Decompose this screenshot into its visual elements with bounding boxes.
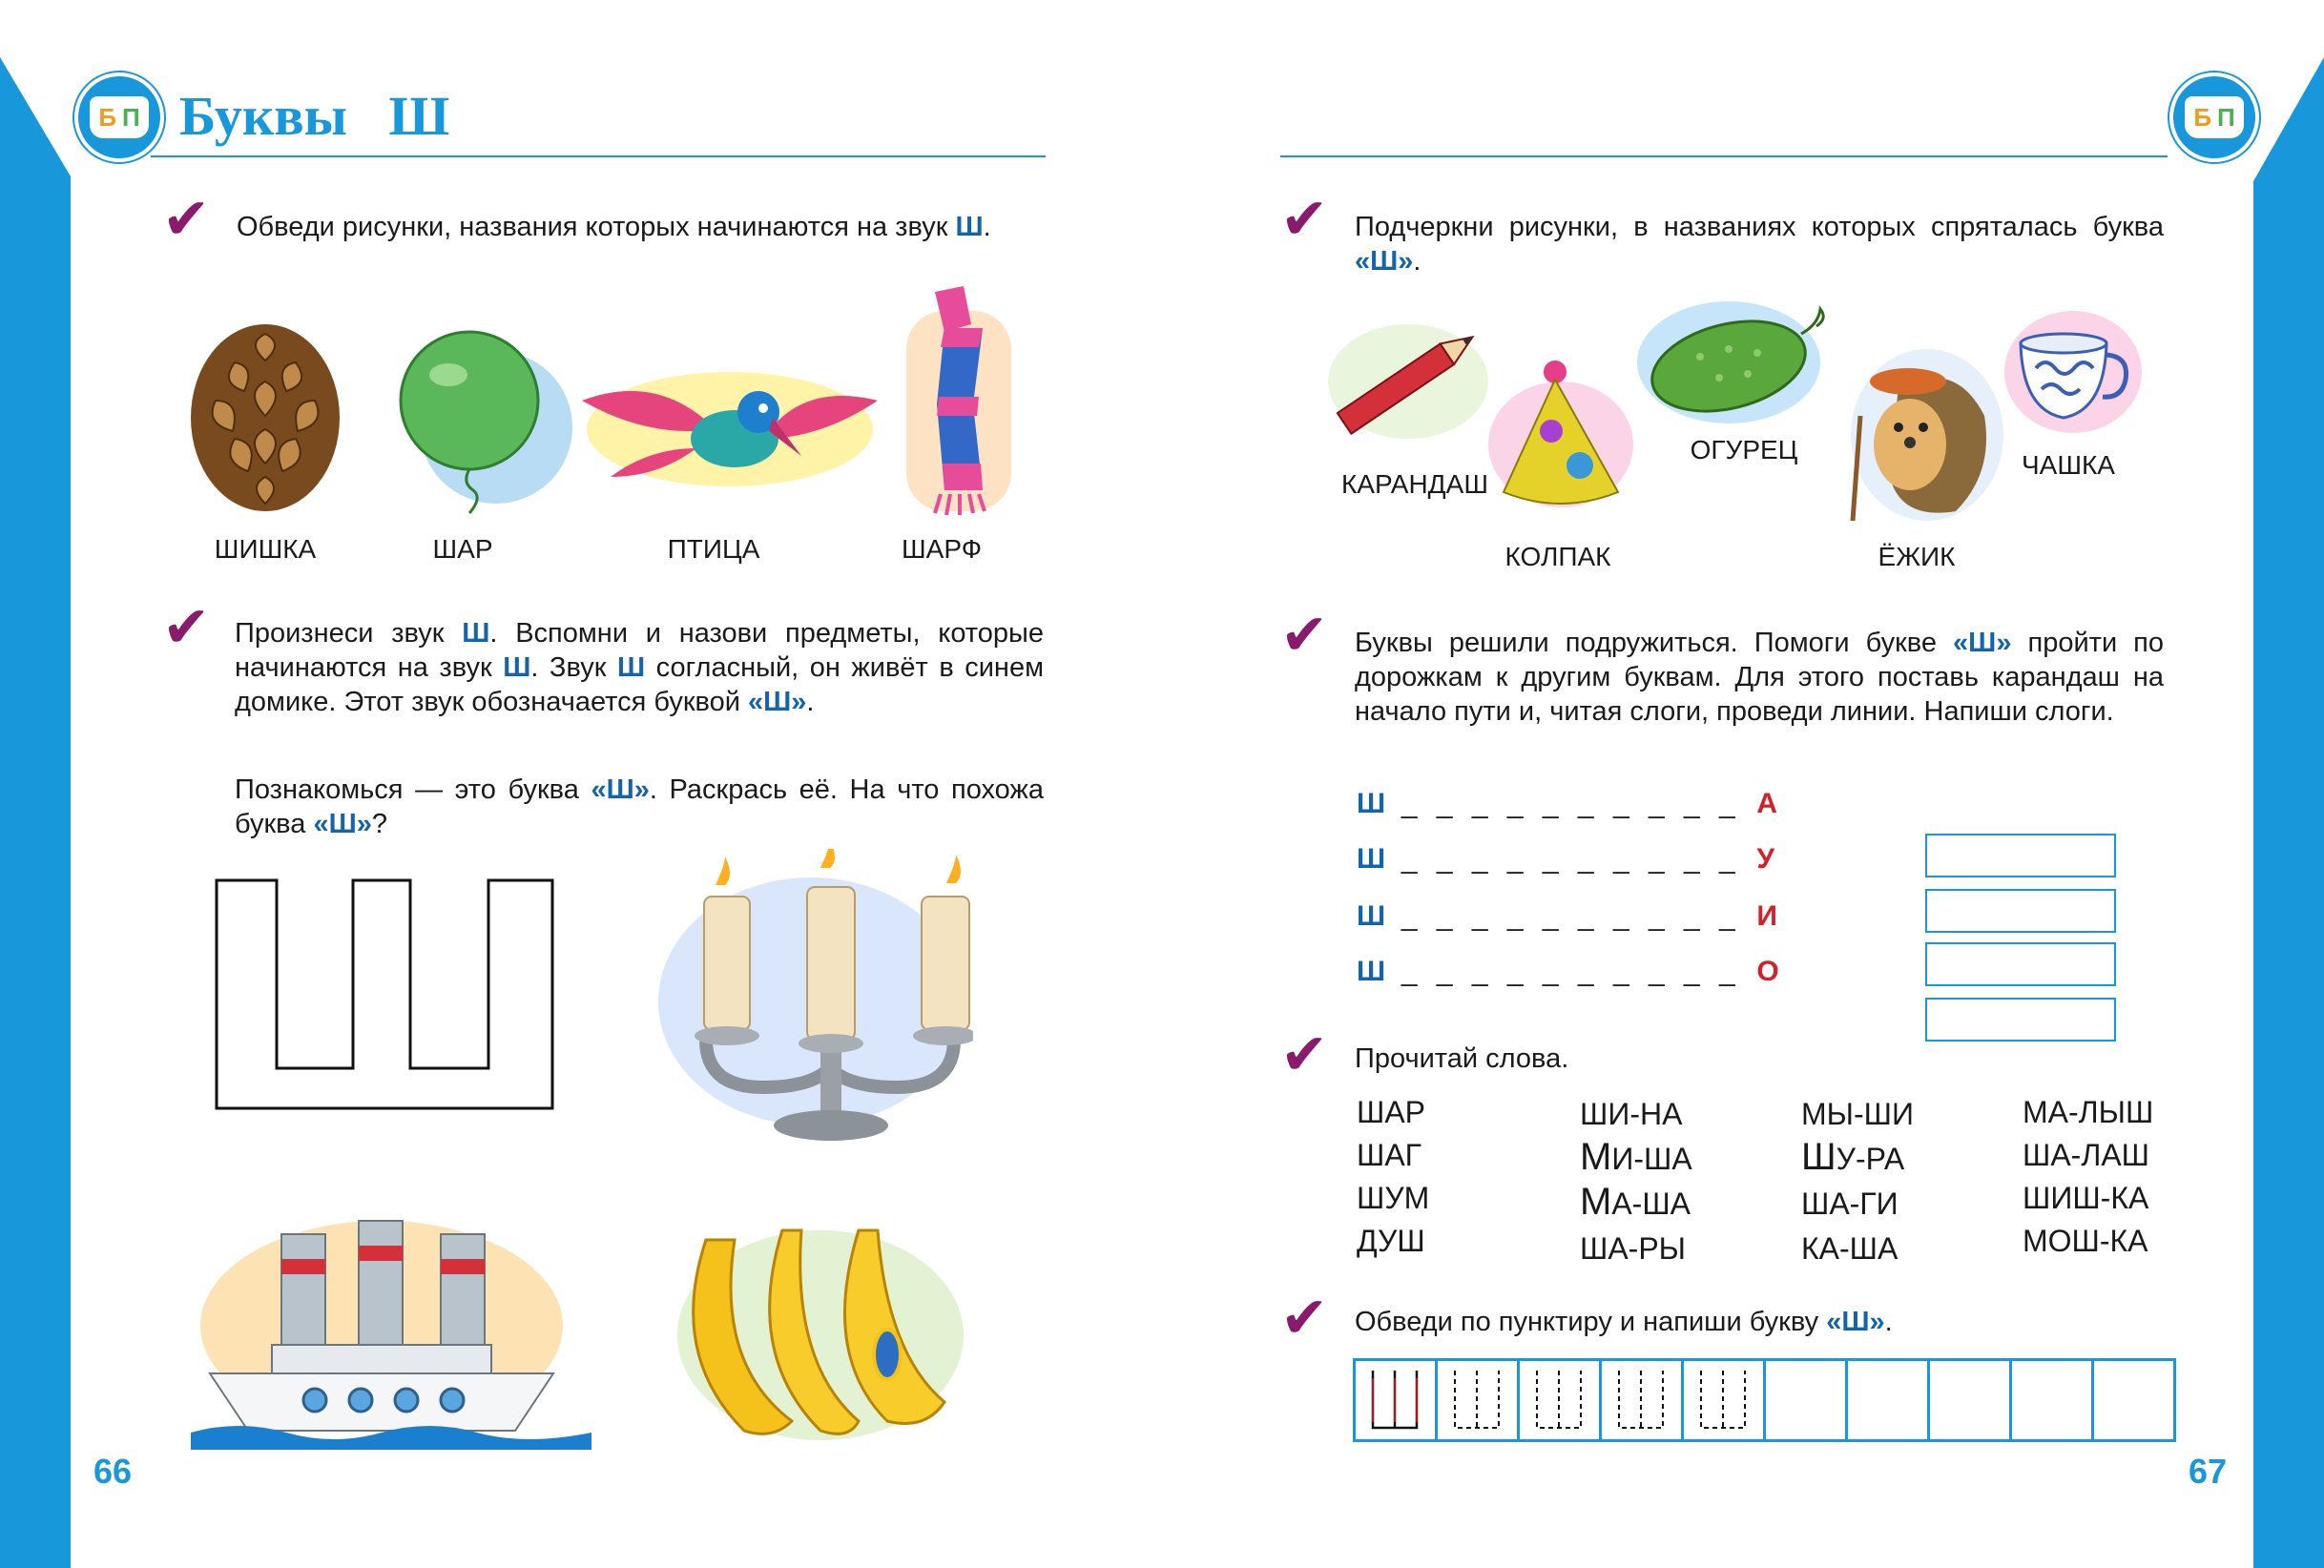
picture-label-balloon: ШАР <box>432 534 493 564</box>
writing-cell-empty[interactable] <box>1930 1361 2012 1439</box>
left-page-edge-band <box>0 0 76 1568</box>
syllable-answer-box[interactable] <box>1925 942 2116 986</box>
writing-cell-example[interactable] <box>1356 1361 1438 1439</box>
dotted-path[interactable]: _ _ _ _ _ _ _ _ _ _ <box>1401 788 1741 819</box>
page-number: 66 <box>93 1452 133 1491</box>
checkmark-icon: ✔ <box>1280 186 1329 253</box>
writing-cell-trace[interactable] <box>1438 1361 1520 1439</box>
task1-instruction: Подчеркни рисунки, в названиях которых спряталась буква «Ш». <box>1355 212 2164 277</box>
word: ШУ-РА <box>1801 1136 1905 1178</box>
picture-label-cap: КОЛПАК <box>1504 542 1611 571</box>
checkmark-icon: ✔ <box>1280 602 1329 669</box>
writing-cell-empty[interactable] <box>2012 1361 2094 1439</box>
word: ШИ-НА <box>1580 1097 1683 1131</box>
word: МА-ША <box>1580 1181 1691 1223</box>
letter-sha-outline-coloring[interactable] <box>214 877 559 1116</box>
writing-cell-empty[interactable] <box>2094 1361 2173 1439</box>
dotted-path[interactable]: _ _ _ _ _ _ _ _ _ _ <box>1401 900 1741 932</box>
word-column-1 <box>1357 1091 1429 1263</box>
writing-cell-trace[interactable] <box>1520 1361 1602 1439</box>
task1-instruction: Обведи рисунки, названия которых начинаются на звук Ш. <box>237 212 991 242</box>
picture-label-scarf: ШАРФ <box>902 534 982 564</box>
picture-label-bird: ПТИЦА <box>667 534 760 564</box>
word: ШАГ <box>1357 1138 1421 1172</box>
candelabra-picture <box>649 849 973 1154</box>
picture-label-cucumber: ОГУРЕЦ <box>1690 435 1798 464</box>
word: ШУМ <box>1357 1181 1430 1215</box>
writing-grid <box>1353 1358 2176 1442</box>
cup-picture <box>2002 305 2145 439</box>
picture-label-hedgehog: ЁЖИК <box>1878 542 1956 571</box>
dotted-path[interactable]: _ _ _ _ _ _ _ _ _ _ <box>1401 843 1741 875</box>
publisher-logo: Б П <box>2169 72 2259 162</box>
page-number: 67 <box>2189 1452 2228 1491</box>
writing-cell-trace[interactable] <box>1602 1361 1684 1439</box>
task3-instruction: Прочитай слова. <box>1355 1043 1569 1074</box>
syllable-answer-box[interactable] <box>1925 998 2116 1042</box>
header-rule <box>1280 155 2168 157</box>
pinecone-picture <box>177 305 359 515</box>
page-title: Буквы Ш <box>179 85 450 147</box>
task3-instruction: Познакомься — это буква «Ш». Раскрась её. На что похожа буква «Ш»? <box>235 774 1045 839</box>
picture-label-pencil: КАРАНДАШ <box>1341 469 1488 499</box>
pencil-picture <box>1322 315 1494 448</box>
right-page <box>1162 0 2324 1568</box>
publisher-logo: Б П <box>74 72 164 162</box>
checkmark-icon: ✔ <box>162 594 211 661</box>
word: МОШ-КА <box>2023 1224 2148 1258</box>
picture-label-cup: ЧАШКА <box>2022 450 2115 480</box>
word: ШАР <box>1357 1095 1426 1129</box>
writing-cell-trace[interactable] <box>1684 1361 1766 1439</box>
word: МИ-ША <box>1580 1136 1692 1178</box>
word-column-2 <box>1580 1091 1692 1270</box>
task2-instruction: Буквы решили подружиться. Помоги букве «Ш» пройти по дорожкам к другим буквам. Для этого поставь карандаш на начало пути и, читая слоги, проведи линии. Напиши слоги. <box>1355 628 2165 727</box>
right-page-edge-band <box>2251 0 2324 1568</box>
writing-cell-empty[interactable] <box>1766 1361 1848 1439</box>
task2-instruction: Произнеси звук Ш. Вспомни и назови предметы, которые начинаются на звук Ш. Звук Ш согласный, он живёт в синем домике. Этот звук обозначается буквой «Ш». <box>235 618 1045 717</box>
dotted-path[interactable]: _ _ _ _ _ _ _ _ _ _ <box>1401 956 1741 987</box>
steamship-picture <box>191 1211 591 1450</box>
writing-cell-empty[interactable] <box>1848 1361 1930 1439</box>
word: ДУШ <box>1357 1224 1425 1258</box>
word-column-4 <box>2023 1091 2153 1263</box>
cucumber-picture <box>1633 296 1843 429</box>
path-row-3: Ш _ _ _ _ _ _ _ _ _ _ И <box>1357 900 1777 932</box>
green-balloon-picture <box>382 313 572 523</box>
word: КА-ША <box>1801 1231 1899 1266</box>
bananas-picture <box>668 1211 973 1450</box>
syllable-answer-box[interactable] <box>1925 889 2116 933</box>
word: ША-ЛАШ <box>2023 1138 2149 1172</box>
task4-instruction: Обведи по пунктиру и напиши букву «Ш». <box>1355 1307 1893 1337</box>
party-cap-picture <box>1484 359 1637 511</box>
path-row-1: Ш _ _ _ _ _ _ _ _ _ _ А <box>1357 788 1778 819</box>
word: МЫ-ШИ <box>1801 1097 1914 1131</box>
picture-label-pinecone: ШИШКА <box>214 534 317 564</box>
path-row-4: Ш _ _ _ _ _ _ _ _ _ _ О <box>1357 956 1779 987</box>
checkmark-icon: ✔ <box>1280 1021 1329 1088</box>
word: ШИШ-КА <box>2023 1181 2149 1215</box>
word: ША-ГИ <box>1801 1186 1899 1221</box>
scarf-picture <box>897 282 1030 521</box>
word-column-3 <box>1801 1091 1914 1270</box>
hedgehog-picture <box>1841 340 2003 521</box>
bird-picture <box>572 343 887 496</box>
checkmark-icon: ✔ <box>162 186 211 253</box>
title-rule <box>151 155 1046 157</box>
path-row-2: Ш _ _ _ _ _ _ _ _ _ _ У <box>1357 843 1775 875</box>
syllable-answer-box[interactable] <box>1925 834 2116 877</box>
checkmark-icon: ✔ <box>1280 1285 1329 1351</box>
word: ША-РЫ <box>1580 1231 1686 1266</box>
word: МА-ЛЫШ <box>2023 1095 2154 1129</box>
